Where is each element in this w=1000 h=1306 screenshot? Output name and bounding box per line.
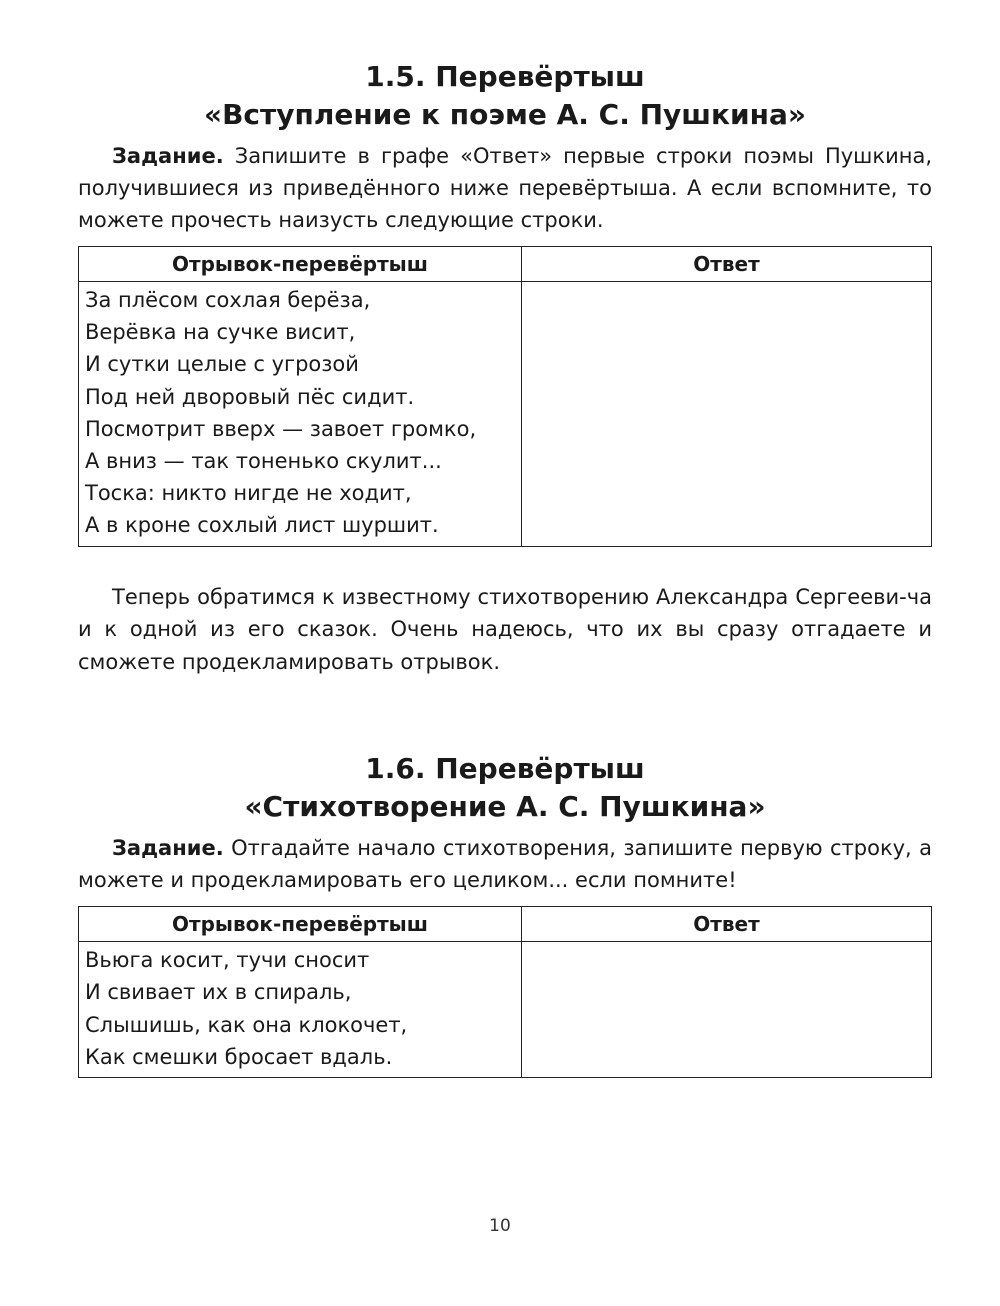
task-label: Задание. — [112, 836, 224, 861]
transition-paragraph — [78, 581, 932, 679]
section-1-5-table — [78, 246, 932, 547]
transition-text: Теперь обратимся к известному стихотворению Александра Сергееви-ча и к одной из его сказок. Очень надеюсь, что их вы сразу отгадаете и сможете продекламировать отрывок. — [78, 584, 932, 674]
section-1-5-title-line2: «Вступление к поэме А. С. Пушкина» — [204, 98, 806, 131]
answer-cell[interactable] — [522, 282, 932, 547]
section-1-5-task — [78, 140, 932, 236]
table-header-answer: Ответ — [522, 907, 932, 942]
section-1-5-title — [78, 58, 932, 134]
table-header-answer: Ответ — [522, 247, 932, 282]
excerpt-cell — [79, 282, 522, 547]
task-text: Запишите в графе «Ответ» первые строки поэмы Пушкина, получившиеся из приведённого ниже перевёртыша. А если вспомните, то можете прочесть наизусть следующие строки. — [78, 144, 932, 232]
verse-line: Под ней дворовый пёс сидит. — [85, 384, 415, 409]
section-1-6-table — [78, 906, 932, 1078]
section-1-6-title — [78, 750, 932, 826]
section-1-6-title-line2: «Стихотворение А. С. Пушкина» — [244, 790, 766, 824]
verse-line: Слышишь, как она клокочет, — [85, 1012, 408, 1037]
verse-line: Как смешки бросает вдаль. — [85, 1044, 393, 1069]
task-text: Отгадайте начало стихотворения, запишите первую строку, а можете и продекламировать его целиком... если помните! — [78, 836, 932, 893]
verse-line: Верёвка на сучке висит, — [85, 320, 356, 345]
verse-line: А вниз — так тоненько скулит... — [85, 449, 442, 474]
excerpt-cell — [79, 942, 522, 1078]
verse-line: Посмотрит вверх — завоет громко, — [85, 416, 477, 441]
page-number: 10 — [489, 1216, 511, 1236]
verse-line: За плёсом сохлая берёза, — [85, 288, 371, 312]
verse-line: И свивает их в спираль, — [85, 980, 352, 1005]
section-1-6-task — [78, 832, 932, 896]
verse-line: Вьюга косит, тучи сносит — [85, 948, 370, 973]
table-header-excerpt: Отрывок-перевёртыш — [79, 907, 522, 942]
section-1-5-title-line1: 1.5. Перевёртыш — [365, 60, 645, 93]
verse-line: А в кроне сохлый лист шуршит. — [85, 513, 439, 538]
verse-line: Тоска: никто нигде не ходит, — [85, 481, 412, 506]
section-1-6-title-line1: 1.6. Перевёртыш — [365, 752, 645, 786]
task-label: Задание. — [112, 144, 224, 168]
table-header-excerpt: Отрывок-перевёртыш — [79, 247, 522, 282]
page — [78, 0, 932, 1078]
answer-cell[interactable] — [522, 942, 932, 1078]
verse-line: И сутки целые с угрозой — [85, 352, 359, 377]
